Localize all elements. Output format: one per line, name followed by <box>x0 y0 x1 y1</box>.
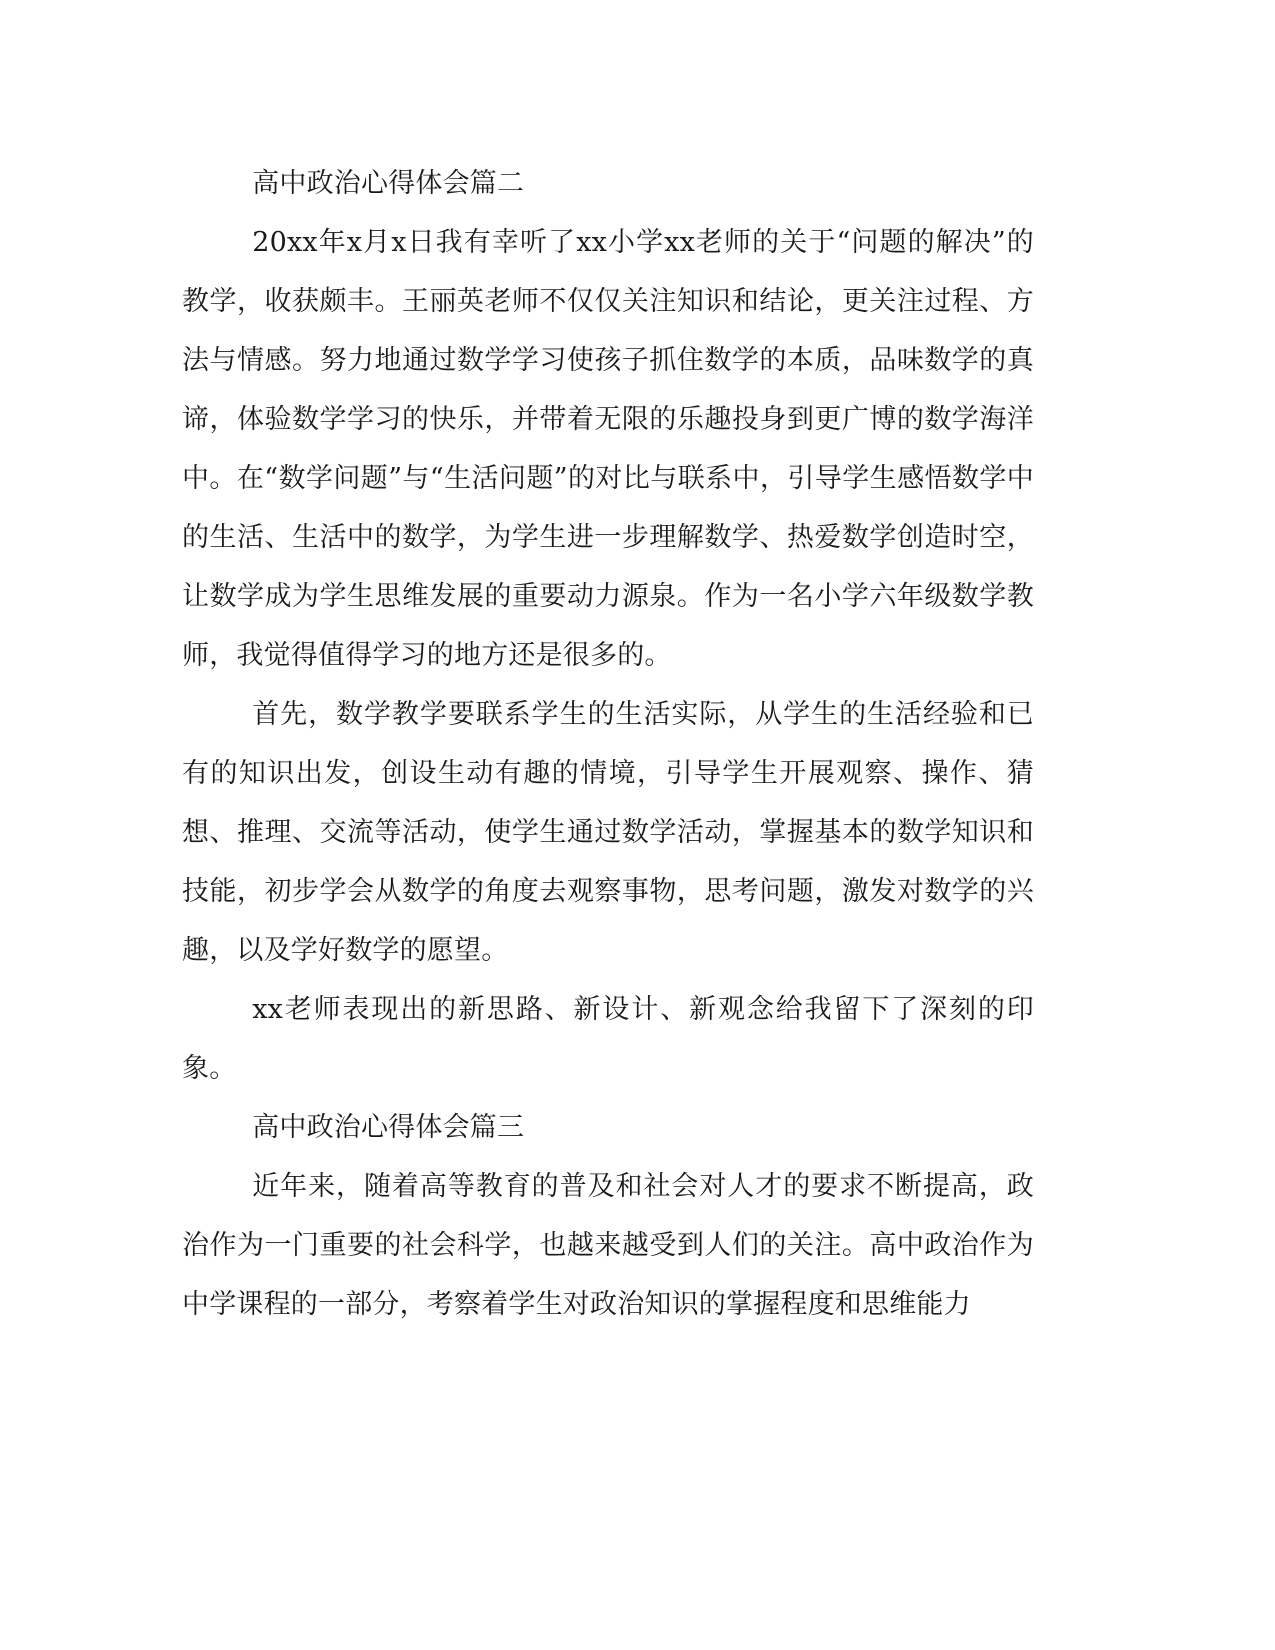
paragraph-4: 近年来，随着高等教育的普及和社会对人才的要求不断提高，政治作为一门重要的社会科学，也越来越受到人们的关注。高中政治作为中学课程的一部分，考察着学生对政治知识的掌握程度和思维能力 <box>182 1171 1034 1320</box>
paragraph-3: xx老师表现出的新思路、新设计、新观念给我留下了深刻的印象。 <box>182 994 1034 1084</box>
paragraph-1: 20xx年x月x日我有幸听了xx小学xx老师的关于“问题的解决”的教学，收获颇丰。王丽英老师不仅仅关注知识和结论，更关注过程、方法与情感。努力地通过数学学习使孩子抓住数学的本质，品味数学的真谛，体验数学学习的快乐，并带着无限的乐趣投身到更广博的数学海洋中。在“数学问题”与“生活问题”的对比与联系中，引导学生感悟数学中的生活、生活中的数学，为学生进一步理解数学、热爱数学创造时空，让数学成为学生思维发展的重要动力源泉。作为一名小学六年级数学教师，我觉得值得学习的地方还是很多的。 <box>182 227 1034 671</box>
paragraph-2: 首先，数学教学要联系学生的生活实际，从学生的生活经验和已有的知识出发，创设生动有趣的情境，引导学生开展观察、操作、猜想、推理、交流等活动，使学生通过数学活动，掌握基本的数学知识和技能，初步学会从数学的角度去观察事物，思考问题，激发对数学的兴趣，以及学好数学的愿望。 <box>182 699 1034 966</box>
section-heading-3: 高中政治心得体会篇三 <box>252 1112 525 1143</box>
section-heading-2: 高中政治心得体会篇二 <box>252 168 525 199</box>
document-body <box>182 154 1034 1334</box>
